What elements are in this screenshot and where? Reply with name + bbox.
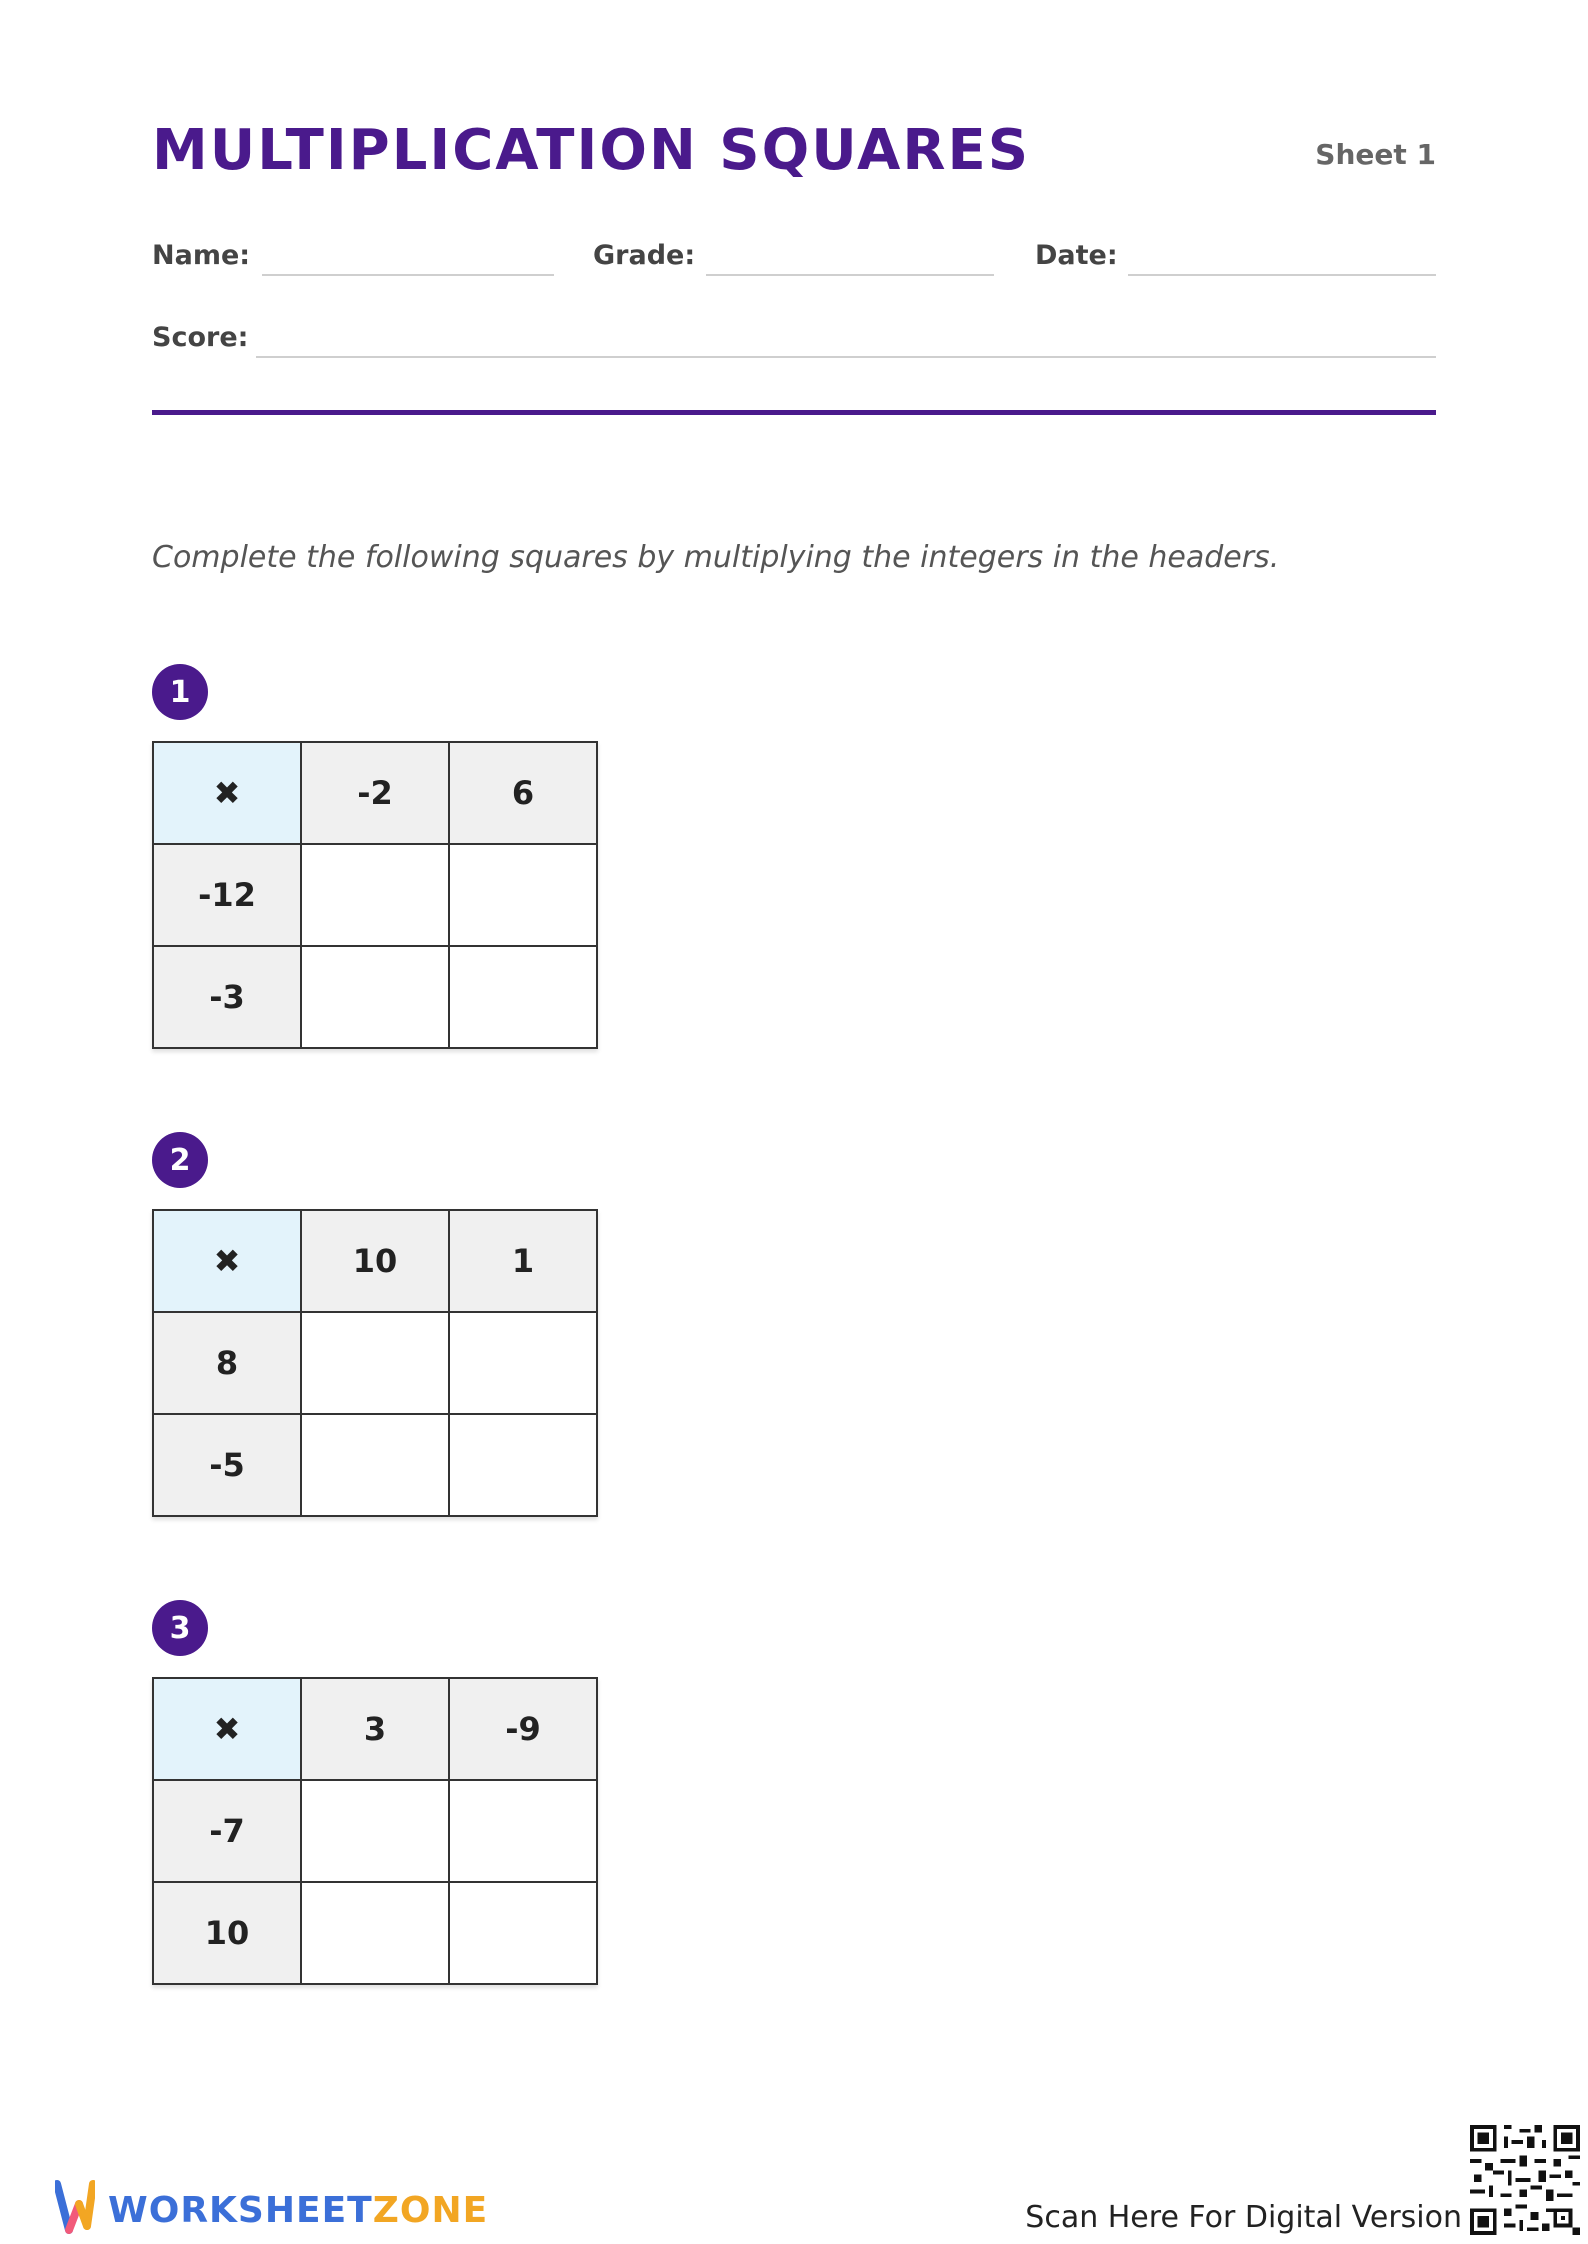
problem-number-badge: 1: [152, 664, 208, 720]
grade-field[interactable]: [706, 274, 994, 276]
answer-cell[interactable]: [301, 1312, 449, 1414]
name-label: Name:: [152, 240, 251, 271]
answer-cell[interactable]: [449, 1780, 597, 1882]
multiply-icon: ✖: [153, 1678, 301, 1780]
answer-cell[interactable]: [449, 1312, 597, 1414]
column-header: 3: [301, 1678, 449, 1780]
answer-cell[interactable]: [449, 844, 597, 946]
problem-number-badge: 3: [152, 1600, 208, 1656]
qr-code-icon[interactable]: [1470, 2125, 1580, 2235]
brand-name-part2: ZONE: [372, 2190, 489, 2231]
row-header: 8: [153, 1312, 301, 1414]
date-label: Date:: [1035, 240, 1118, 271]
scan-caption: Scan Here For Digital Version: [1025, 2200, 1462, 2235]
date-field[interactable]: [1128, 274, 1436, 276]
answer-cell[interactable]: [449, 946, 597, 1048]
worksheetzone-logo-icon: [55, 2178, 95, 2236]
answer-cell[interactable]: [449, 1414, 597, 1516]
row-header: -12: [153, 844, 301, 946]
answer-cell[interactable]: [301, 1780, 449, 1882]
row-header: 10: [153, 1882, 301, 1984]
answer-cell[interactable]: [301, 946, 449, 1048]
multiply-icon: ✖: [153, 1210, 301, 1312]
instructions: Complete the following squares by multiplying the integers in the headers.: [152, 540, 1280, 575]
name-field[interactable]: [262, 274, 554, 276]
row-header: -5: [153, 1414, 301, 1516]
answer-cell[interactable]: [301, 844, 449, 946]
multiplication-square: [152, 741, 598, 1049]
brand-name: [108, 2190, 488, 2231]
header-divider: [152, 410, 1436, 415]
column-header: 1: [449, 1210, 597, 1312]
multiplication-square: [152, 1209, 598, 1517]
column-header: -9: [449, 1678, 597, 1780]
row-header: -3: [153, 946, 301, 1048]
row-header: -7: [153, 1780, 301, 1882]
score-label: Score:: [152, 322, 249, 353]
answer-cell[interactable]: [301, 1414, 449, 1516]
problem-number-badge: 2: [152, 1132, 208, 1188]
multiplication-square: [152, 1677, 598, 1985]
column-header: 6: [449, 742, 597, 844]
score-field[interactable]: [256, 356, 1436, 358]
sheet-label: Sheet 1: [1315, 138, 1436, 171]
column-header: 10: [301, 1210, 449, 1312]
multiply-icon: ✖: [153, 742, 301, 844]
grade-label: Grade:: [593, 240, 696, 271]
brand-name-part1: WORKSHEET: [108, 2190, 373, 2231]
answer-cell[interactable]: [301, 1882, 449, 1984]
page-title: MULTIPLICATION SQUARES: [152, 118, 1031, 183]
answer-cell[interactable]: [449, 1882, 597, 1984]
column-header: -2: [301, 742, 449, 844]
